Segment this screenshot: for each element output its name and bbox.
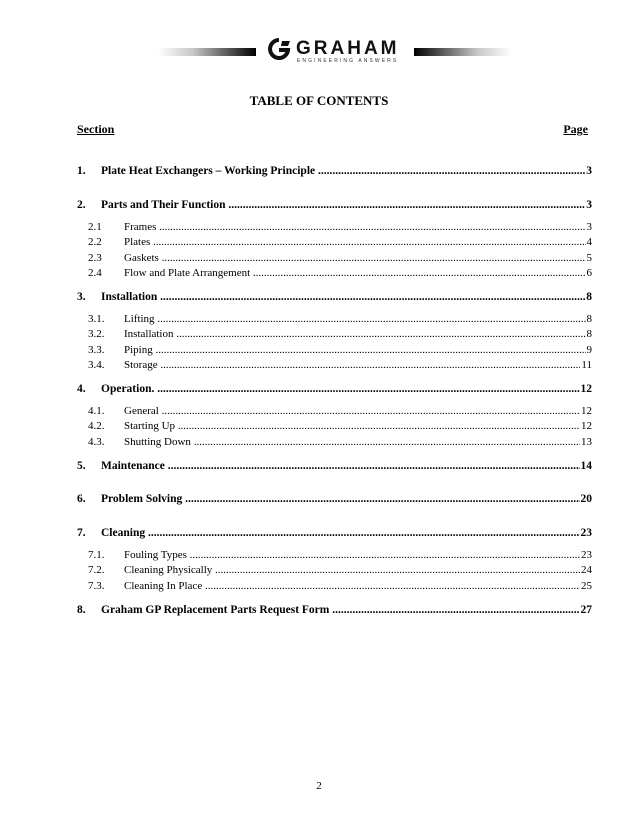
toc-entry-page: 24 <box>581 564 592 576</box>
page-number: 2 <box>316 780 322 792</box>
toc-entry[interactable] <box>0 165 638 181</box>
toc-entry[interactable] <box>0 564 638 580</box>
toc-entry-title: Gaskets ..... <box>124 252 590 264</box>
toc-entry-page: 27 <box>580 604 592 616</box>
toc-entry-page: 8 <box>586 328 592 340</box>
toc-entry-number: 7.2. <box>88 564 105 576</box>
toc-entry-page: 3 <box>586 165 592 177</box>
toc-entry-page: 3 <box>586 199 592 211</box>
toc-entry-title: Storage ..... <box>124 359 590 371</box>
toc-entry-number: 3. <box>77 291 86 303</box>
toc-entry-title: Plates ..... <box>124 236 590 248</box>
toc-entry-number: 1. <box>77 165 86 177</box>
toc-entry-number: 3.3. <box>88 344 105 356</box>
toc-entry-number: 7. <box>77 527 86 539</box>
toc-entry-page: 4 <box>586 236 592 248</box>
toc-entry-number: 7.1. <box>88 549 105 561</box>
toc-entry[interactable] <box>0 236 638 252</box>
toc-entry-number: 8. <box>77 604 86 616</box>
toc-entry[interactable] <box>0 221 638 237</box>
toc-entry-page: 13 <box>581 436 592 448</box>
toc-entry-page: 14 <box>580 460 592 472</box>
toc-entry-title: Installation ..... <box>101 291 590 303</box>
toc-entry-page: 12 <box>580 383 592 395</box>
toc-entry-title: Shutting Down ..... <box>124 436 590 448</box>
toc-entry-page: 5 <box>586 252 592 264</box>
toc-entry[interactable] <box>0 436 638 452</box>
toc-entry[interactable] <box>0 291 638 307</box>
toc-entry-number: 2.2 <box>88 236 102 248</box>
toc-entry-title: Cleaning Physically ..... <box>124 564 590 576</box>
toc-entry[interactable] <box>0 344 638 360</box>
toc-entry[interactable] <box>0 493 638 509</box>
toc-entry-number: 4.2. <box>88 420 105 432</box>
toc-title: TABLE OF CONTENTS <box>249 93 389 108</box>
toc-entry-page: 12 <box>581 405 592 417</box>
toc-entry[interactable] <box>0 267 638 283</box>
toc-entry-title: Maintenance ..... <box>101 460 590 472</box>
toc-entry-number: 3.4. <box>88 359 105 371</box>
toc-entry-page: 6 <box>586 267 592 279</box>
toc-entry-number: 4.3. <box>88 436 105 448</box>
toc-entry[interactable] <box>0 420 638 436</box>
toc-entry-number: 5. <box>77 460 86 472</box>
toc-entry-number: 2.3 <box>88 252 102 264</box>
toc-entry-title: Starting Up ..... <box>124 420 590 432</box>
toc-entry-title: Cleaning In Place ..... <box>124 580 590 592</box>
toc-entry-page: 8 <box>586 291 592 303</box>
toc-entry-page: 12 <box>581 420 592 432</box>
logo-wordmark: GRAHAM <box>296 38 400 59</box>
toc-entry-number: 2.1 <box>88 221 102 233</box>
toc-entry-number: 6. <box>77 493 86 505</box>
logo-tagline: ENGINEERING ANSWERS <box>297 58 399 64</box>
section-column-header: Section <box>77 122 115 136</box>
toc-entry[interactable] <box>0 527 638 543</box>
toc-entry[interactable] <box>0 359 638 375</box>
toc-entry-title: Problem Solving ..... <box>101 493 590 505</box>
toc-entry-number: 3.1. <box>88 313 105 325</box>
toc-entry-title: Fouling Types ..... <box>124 549 590 561</box>
toc-entry[interactable] <box>0 328 638 344</box>
toc-entry[interactable] <box>0 313 638 329</box>
toc-entry[interactable] <box>0 383 638 399</box>
toc-entry-page: 23 <box>581 549 592 561</box>
toc-entry-title: Frames ..... <box>124 221 590 233</box>
toc-entry-page: 11 <box>581 359 592 371</box>
toc-entry-number: 2. <box>77 199 86 211</box>
page-header <box>0 0 638 80</box>
toc-entry[interactable] <box>0 460 638 476</box>
page-column-header: Page <box>563 122 588 136</box>
toc-entry[interactable] <box>0 604 638 620</box>
toc-entry-page: 23 <box>580 527 592 539</box>
toc-entry[interactable] <box>0 405 638 421</box>
toc-entry-title: Parts and Their Function ..... <box>101 199 590 211</box>
toc-entry-number: 4. <box>77 383 86 395</box>
toc-entry-title: Installation ..... <box>124 328 590 340</box>
toc-entry[interactable] <box>0 199 638 215</box>
header-right-bar <box>414 48 512 56</box>
toc-entry[interactable] <box>0 549 638 565</box>
toc-entry-number: 2.4 <box>88 267 102 279</box>
toc-entry[interactable] <box>0 580 638 596</box>
toc-entry-page: 25 <box>581 580 592 592</box>
toc-entry-title: Operation. ..... <box>101 383 590 395</box>
graham-g-logo-icon <box>266 38 292 60</box>
toc-entry-page: 9 <box>586 344 592 356</box>
toc-entry-title: General ..... <box>124 405 590 417</box>
graham-logo <box>266 36 406 66</box>
toc-entry-title: Flow and Plate Arrangement ..... <box>124 267 590 279</box>
header-left-bar <box>158 48 256 56</box>
toc-entry-page: 8 <box>586 313 592 325</box>
toc-entry-number: 4.1. <box>88 405 105 417</box>
toc-entry-title: Lifting ..... <box>124 313 590 325</box>
toc-entry-title: Cleaning ..... <box>101 527 590 539</box>
toc-entry[interactable] <box>0 252 638 268</box>
toc-entry-title: Graham GP Replacement Parts Request Form ..... <box>101 604 590 616</box>
toc-entry-title: Piping ..... <box>124 344 590 356</box>
toc-entry-number: 7.3. <box>88 580 105 592</box>
toc-entry-page: 20 <box>580 493 592 505</box>
toc-entry-page: 3 <box>586 221 592 233</box>
toc-entry-number: 3.2. <box>88 328 105 340</box>
toc-entry-title: Plate Heat Exchangers – Working Principle ..... <box>101 165 590 177</box>
